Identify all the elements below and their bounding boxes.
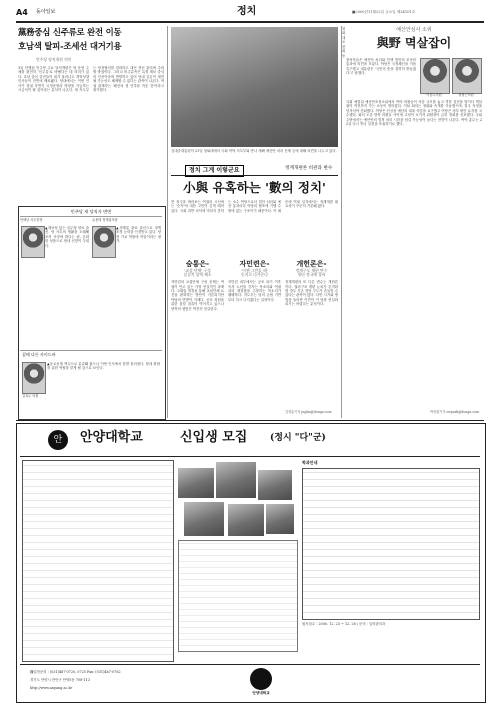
ad-title-sub: (정시 "다"군) (270, 433, 326, 443)
person1-photo (21, 226, 45, 258)
ad-title-rule (20, 456, 480, 457)
ad-footer-rule (20, 664, 480, 665)
ad-photo-3 (258, 470, 292, 500)
header-rule (16, 21, 484, 23)
person3-photo (22, 362, 46, 394)
ad-university: 안양대학교 (80, 430, 143, 445)
col2-head2: '이젠 그만둘 때' (241, 267, 268, 273)
col2-head1: 자민련은- (239, 259, 270, 268)
ad-right-label: 학과안내 (302, 460, 318, 465)
col1-body: 자민련의 교섭단체 구성 문제는 여권이 안고 있는 가장 현실적인 과제다. 국회법 개정을 통해 교섭단체 요건을 완화하는 방안이 거론되지만 야당의 반발이 거세다. 공조 복원을 위한 물밑 접촉이 이어지고 있으나 양측의 셈법은 여전히 엇갈린다. (171, 280, 224, 311)
col3-head2: 정계구도 재편 변수 (295, 267, 328, 273)
center-intro-body: 현 정국을 바라보는 여권의 시선에는 '숫자'에 대한 고민이 깊게 배어 있다. 국회 과반 의석에 미치지 못하는 소수 여당으로서 법안 처리와 예산 통과마다 야당의 협조에 기댈 수밖에 없는 구조이기 때문이다. 이 때문에 여권 일각에서는 정계개편 필요성이 꾸준히 거론돼 왔다. (171, 200, 338, 213)
col-divider-2 (341, 26, 342, 418)
right-kicker: 예산안심사 소위 (396, 27, 432, 33)
ad-homepage: http://www.anyang.ac.kr (30, 686, 73, 690)
col1-head2: '교섭 단체' 구성 (184, 267, 211, 273)
ad-top-rule (16, 420, 484, 421)
left-byline: 민주당 당직개편 의미 (36, 57, 72, 62)
ad-photo-2 (216, 462, 256, 498)
date-line: ■2000년11월22일 금요일 제24101호 (352, 10, 416, 14)
ad-photo-6 (266, 504, 294, 534)
left-bottom-title: 곁에 다른 사이드바 (22, 352, 56, 357)
right-body: 국회 예결위 예산안조정소위에서 여야 의원들이 삭감 규모를 놓고 격한 설전을 벌이다 멱살잡이 직전까지 가는 소동이 벌어졌다. 이날 회의는 정회와 속개를 거듭했으며, 결국 자정을 넘겨서야 산회했다. 야당은 선심성 예산의 대폭 삭감을 요구했고 여당은 정부 원안 유지를 고수했다. 회의 도중 양측 의원들 사이에 고성이 오가자 위원장이 급히 정회를 선포했다. 국회 주변에서는 예산안의 법정 처리 시한을 넘길 가능성이 높다는 전망이 나온다. 여야 총무는 22일 다시 만나 일정을 조율하기로 했다. (346, 100, 482, 127)
right-photo-1 (420, 58, 450, 94)
left-box-title: 민주당 새 당직자 면면 (70, 209, 112, 214)
ad-footer-logo-text: 안양대학교 (252, 691, 270, 695)
col3-head3: 내년 정국에 불씨 (297, 272, 326, 278)
ad-contact: ☎입학문의 : (031)467-0720, 0725 Fax: (031)467-0762 (30, 670, 121, 674)
person2-photo (92, 226, 116, 258)
ad-logo: 안 (48, 430, 68, 450)
right-photo-caption-2: 정형근의원 (458, 93, 474, 97)
person3-caption: 김옥두 의원 (22, 394, 39, 398)
person2-body: ▲경제통 관료 출신으로 정책 조정 능력을 인정받고 있다. 당정 가교 역할에 적임이라는 평가. (116, 226, 161, 244)
center-col3 (285, 260, 338, 420)
ad-table-right (302, 468, 480, 620)
center-headline: 小與 유혹하는 '數의 정치' (183, 180, 326, 195)
left-headline-1: 黨務중심 신주류로 완전 이동 (18, 27, 122, 37)
col3-body: 정계개편의 또 다른 변수는 개헌론이다. 권력구조 개편 논의가 본격화할 경우 기존 정당 구도가 흔들릴 수 있다는 관측이 많다. 다만 시기와 방법을 둘러싼 이견이 커 당장 현실화되기는 어렵다는 분석이다. (285, 280, 338, 307)
center-rule (171, 175, 338, 176)
ad-table-left (22, 460, 174, 662)
ad-table-center (178, 540, 298, 652)
left-box-rule (20, 216, 162, 217)
ad-photo-1 (178, 468, 214, 498)
col-divider-1 (167, 26, 168, 418)
left-headline-2: 호남색 탈피-조세선 대거기용 (18, 41, 122, 51)
ad-photo-4 (184, 502, 224, 536)
right-body-top: 참석자들은 예산안 처리와 민생 법안의 조속한 통과에 의견을 모았다. 야당은 국정쇄신을 거듭 촉구했고 대통령은 '국민의 뜻을 겸허히 받들겠다'고 답했다. (346, 58, 416, 76)
ad-fine-print: 원서접수 : 2000. 12. 23 ~ 12. 28 / 문의 : 입학관리과 (302, 622, 386, 626)
right-photo-caption-1: 이윤수의원 (426, 93, 442, 97)
center-col2 (228, 260, 281, 420)
left-article-body: 3일 단행된 민주당 주요 당직개편은 당 운영 주체를 완전히 '신주류'로 바꿨다는 데 의미가 있다. 호남 출신 중진들이 대거 물러나고 개혁성향 인사들이 전면에 배치됐다. 당내에서는 이번 인사가 정권 후반기 국정운영의 방향을 가늠하는 시금석이 될 것이라는 분석이 나온다. 새 지도부는 당정협의를 강화하고 대선 경선 관리에 주력할 방침이다. 그러나 비주류측은 특정 계보 중심의 인선이라며 반발하고 있어 당내 갈등이 재연될 가능성도 배제할 수 없다는 관측이 나온다. 여권 관계자는 '쇄신의 첫 단추를 끼운 것'이라고 평가했다. (18, 66, 164, 93)
center-kicker: 정치 그게 이렇군요 (185, 165, 244, 177)
ad-footer-logo-mark (250, 668, 272, 690)
left-bottom-rule (20, 350, 162, 351)
right-photo-2 (452, 58, 482, 94)
col3-head1: 개헌론은- (296, 259, 327, 268)
center-byline: 김정훈기자 jnghn@donga.com (285, 410, 332, 414)
center-col1 (171, 260, 224, 420)
ad-title-main: 신입생 모집 (180, 430, 248, 445)
col1-head3: 실질적 장벽 해소 (183, 272, 212, 278)
center-side-label: 정계개편론 비관과 변수 (285, 166, 333, 171)
page-label: A4 (16, 8, 28, 17)
person1-body: ▲계보성 없는 실무형 당료 출신. 당 사무처 생활을 오래해 조직 사정에 밝다는 평. 온화한 성품으로 당내 신망이 두텁다. (45, 226, 89, 248)
person2-caption: 유용태 정책위의장 (92, 218, 118, 222)
col2-head3: 동지로 다가온다 (241, 272, 268, 278)
col2-body: 자민련 내부에서는 공조 파기 이후 독자 노선을 걷자는 목소리와 여권과의 재결합을 주장하는 목소리가 팽팽하다. 지도부는 당의 존립 기반부터 다시 다지겠다는 입장이다. (228, 280, 281, 302)
col1-head1: 숨통은- (185, 259, 210, 268)
right-byline: 박성원기자 swpark@donga.com (430, 410, 480, 414)
left-bottom-body: ▲동교동계 핵심으로 분류돼 왔으나 이번 인사에서 한발 물러섰다. 당내 화합을 위한 역할을 맡게 될 것으로 보인다. (47, 362, 160, 371)
center-photo-caption: 김대중대통령이 21일 청와대에서 국회 여야 지도부와 만나 새해 예산안 처리 문제 등에 대해 의견을 나누고 있다. (171, 149, 337, 153)
center-photo (171, 27, 338, 147)
person1-caption: 안택남 사무총장 (20, 218, 43, 222)
ad-address: 경기도 안양시 만안구 안양5동 708-113 (30, 678, 90, 682)
section-title: 정치 (237, 6, 257, 17)
paper-name: 동아일보 (36, 9, 56, 15)
right-headline: 與野 멱살잡이 (376, 36, 452, 50)
ad-photo-5 (228, 504, 264, 536)
